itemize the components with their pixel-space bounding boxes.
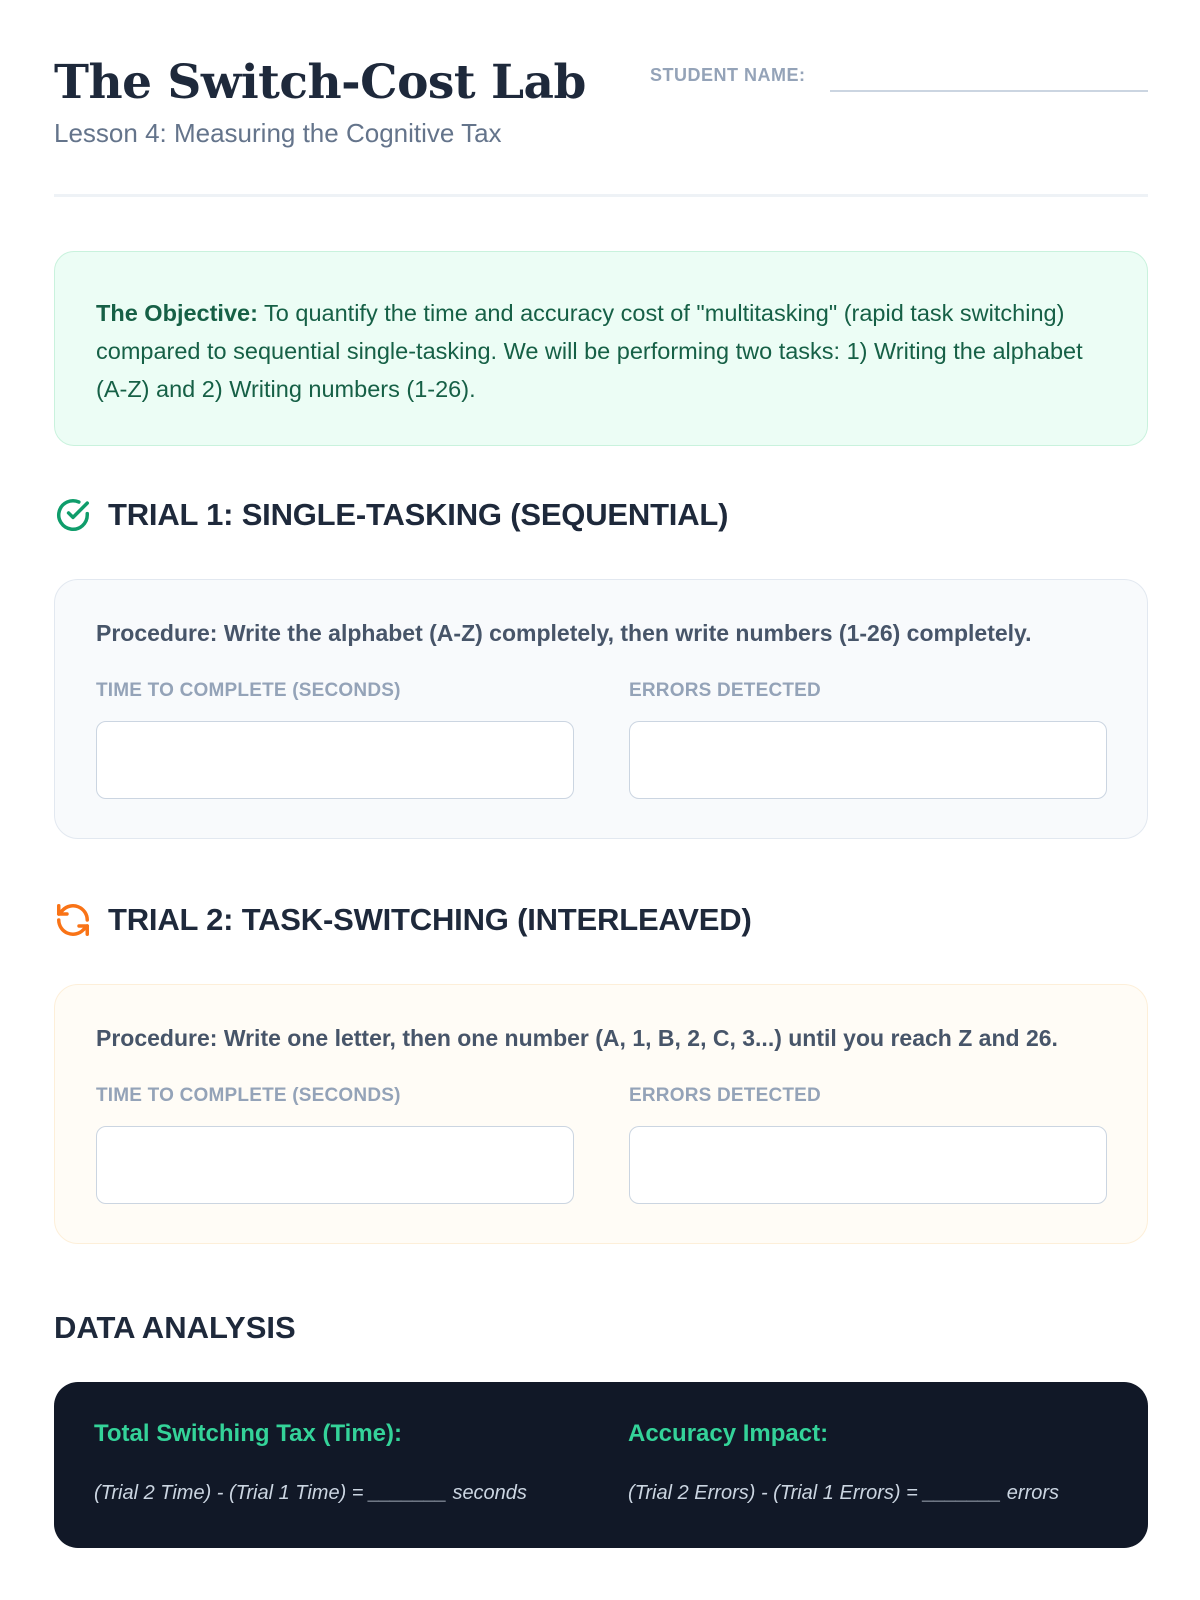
analysis-box	[54, 1382, 1148, 1548]
objective-paragraph	[96, 294, 1107, 408]
student-name-label: STUDENT NAME:	[650, 65, 806, 85]
trial2-heading	[54, 900, 752, 940]
accuracy-impact-formula: (Trial 2 Errors) - (Trial 1 Errors) = _______ errors	[628, 1482, 1060, 1504]
accuracy-impact-heading: Accuracy Impact:	[628, 1420, 829, 1447]
trial2-card	[54, 984, 1148, 1244]
trial1-errors-input[interactable]	[629, 721, 1107, 799]
objective-label: The Objective:	[96, 300, 258, 326]
objective-box	[54, 251, 1148, 446]
trial1-time-label: TIME TO COMPLETE (SECONDS)	[96, 680, 401, 701]
trial1-errors-label: ERRORS DETECTED	[629, 680, 821, 701]
header-divider	[54, 194, 1148, 197]
page-subtitle: Lesson 4: Measuring the Cognitive Tax	[54, 118, 502, 148]
refresh-icon	[54, 901, 92, 939]
switching-tax-formula: (Trial 2 Time) - (Trial 1 Time) = _______ seconds	[94, 1482, 527, 1504]
student-name-field[interactable]	[830, 90, 1148, 92]
worksheet-header	[54, 50, 1148, 196]
trial2-errors-input[interactable]	[629, 1126, 1107, 1204]
trial1-time-input[interactable]	[96, 721, 574, 799]
trial2-procedure: Procedure: Write one letter, then one number (A, 1, B, 2, C, 3...) until you reach Z and 26.	[96, 1025, 1058, 1051]
page-title: The Switch-Cost Lab	[54, 55, 586, 110]
trial2-time-label: TIME TO COMPLETE (SECONDS)	[96, 1085, 401, 1106]
trial1-procedure: Procedure: Write the alphabet (A-Z) completely, then write numbers (1-26) completely.	[96, 620, 1032, 646]
trial1-heading	[54, 495, 728, 535]
trial2-time-input[interactable]	[96, 1126, 574, 1204]
trial1-title: TRIAL 1: SINGLE-TASKING (SEQUENTIAL)	[108, 497, 729, 532]
trial2-title: TRIAL 2: TASK-SWITCHING (INTERLEAVED)	[108, 902, 752, 937]
analysis-title: DATA ANALYSIS	[54, 1310, 296, 1345]
objective-text: To quantify the time and accuracy cost of "multitasking" (rapid task switching) compared to sequential single-tasking. We will be performing two tasks: 1) Writing the alphabet (A-Z) and 2) Writing numbers (1-26).	[96, 300, 1083, 402]
switching-tax-heading: Total Switching Tax (Time):	[94, 1420, 403, 1447]
trial2-errors-label: ERRORS DETECTED	[629, 1085, 821, 1106]
trial1-card	[54, 579, 1148, 839]
check-circle-icon	[54, 496, 92, 534]
